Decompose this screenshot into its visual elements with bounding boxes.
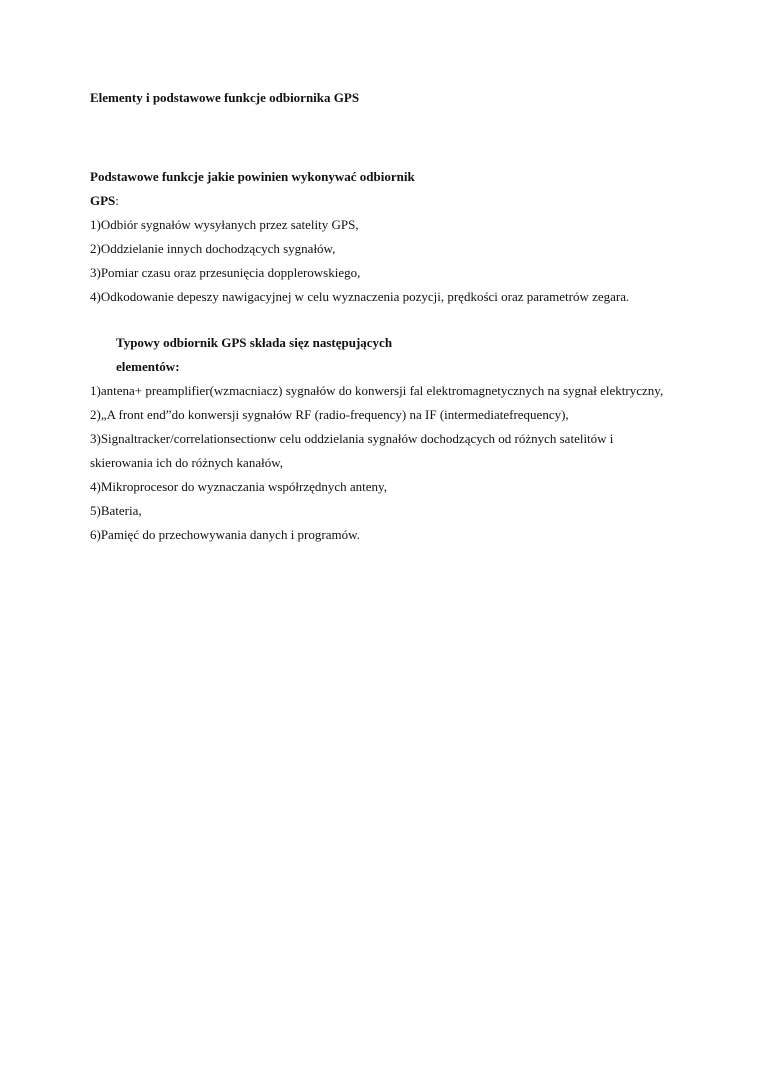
list-item: 1)antena+ preamplifier(wzmacniacz) sygnałów do konwersji fal elektromagnetycznych na sygnał elektryczny, (90, 383, 664, 398)
title-spacer (90, 110, 670, 165)
section-receiver-elements (90, 331, 670, 547)
list-item: 3)Pomiar czasu oraz przesunięcia dopplerowskiego, (90, 265, 361, 280)
list-item: 1)Odbiór sygnałów wysyłanych przez satelity GPS, (90, 217, 359, 232)
section-receiver-elements-heading-line1: Typowy odbiornik GPS składa sięz następujących (116, 335, 393, 350)
section-basic-functions (90, 165, 670, 309)
basic-functions-list (90, 213, 670, 309)
document-body (90, 86, 670, 547)
section-receiver-elements-heading-line2: elementów: (116, 359, 180, 374)
section-basic-functions-heading-colon: : (115, 193, 119, 208)
section-basic-functions-heading (90, 165, 670, 213)
list-item: 5)Bateria, (90, 503, 142, 518)
section-basic-functions-heading-line1: Podstawowe funkcje jakie powinien wykonywać odbiornik (90, 169, 415, 184)
section-receiver-elements-heading (90, 331, 670, 379)
list-item: 6)Pamięć do przechowywania danych i programów. (90, 527, 360, 542)
list-item: 4)Odkodowanie depeszy nawigacyjnej w celu wyznaczenia pozycji, prędkości oraz parametrów zegara. (90, 289, 630, 304)
receiver-elements-list (90, 379, 670, 547)
section-spacer (90, 309, 670, 331)
list-item: 2)Oddzielanie innych dochodzących sygnałów, (90, 241, 336, 256)
list-item: 2)„A front end”do konwersji sygnałów RF (radio-frequency) na IF (intermediatefrequency), (90, 407, 569, 422)
document-title: Elementy i podstawowe funkcje odbiornika GPS (90, 90, 360, 105)
section-basic-functions-heading-line2: GPS (90, 193, 116, 208)
list-item: 3)Signaltracker/correlationsectionw celu oddzielania sygnałów dochodzących od różnych satelitów i skierowania ich do różnych kanałów, (90, 431, 614, 470)
list-item: 4)Mikroprocesor do wyznaczania współrzędnych anteny, (90, 479, 387, 494)
